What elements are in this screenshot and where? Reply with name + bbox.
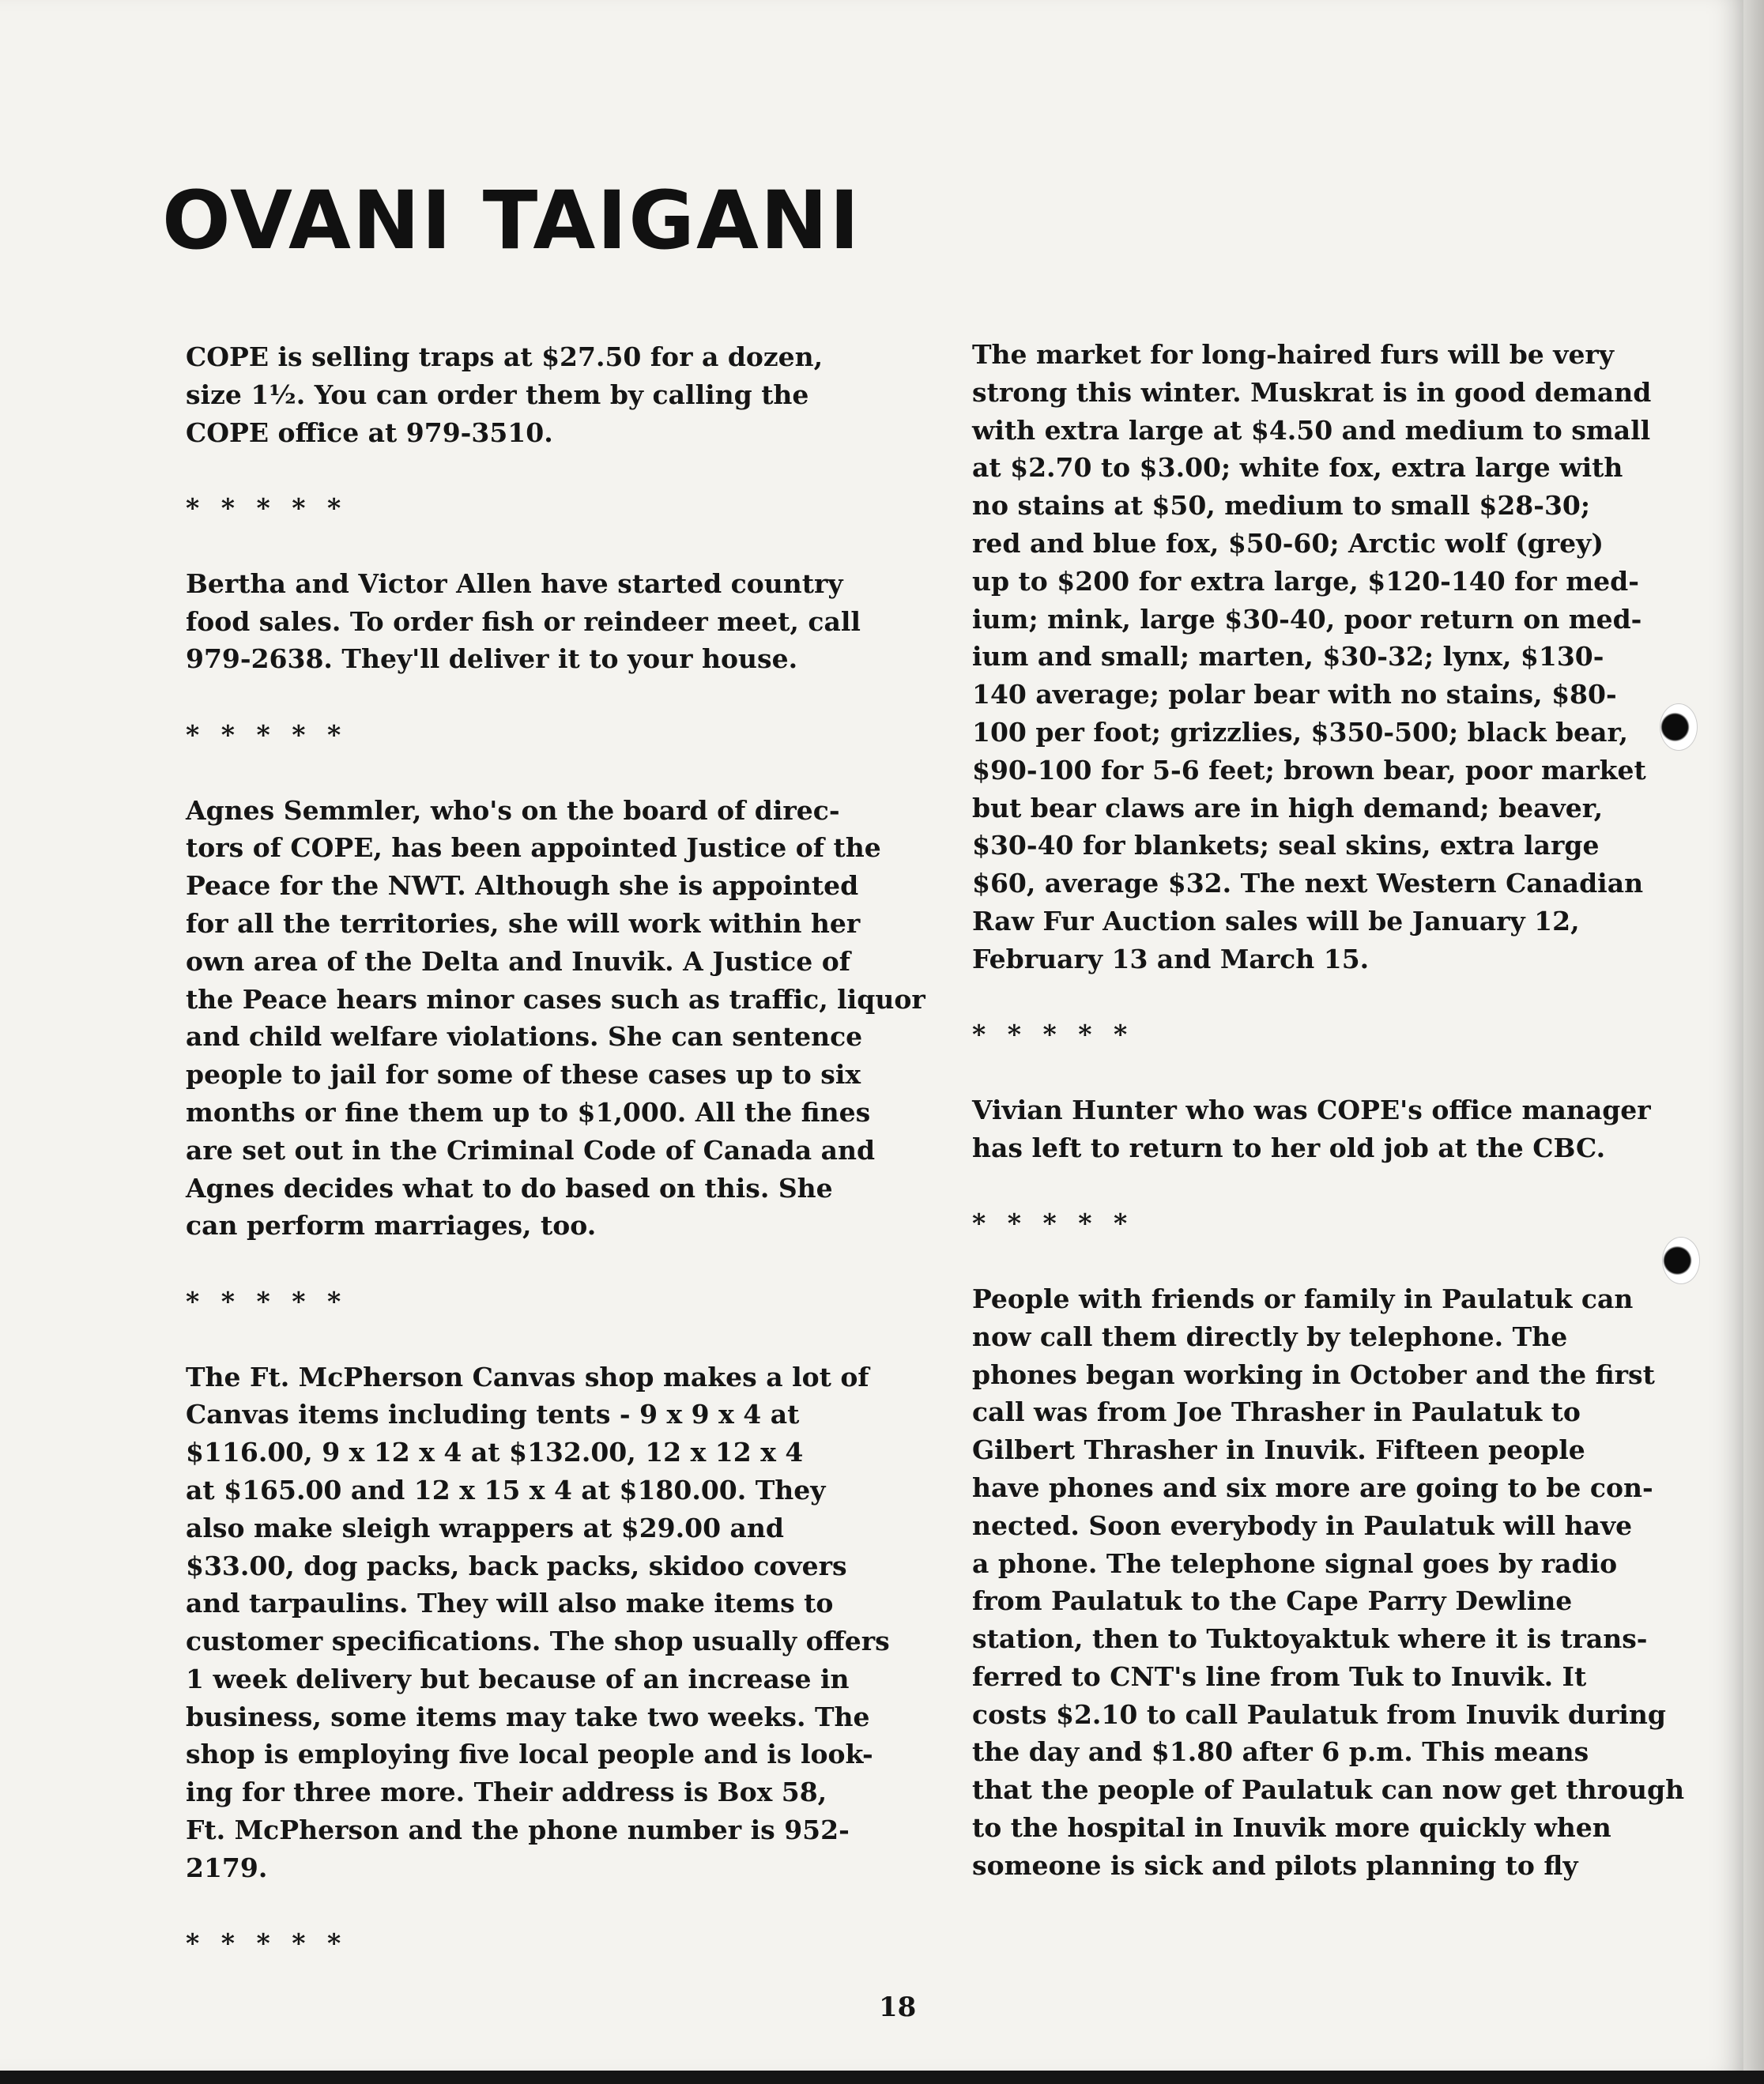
text-line: now call them directly by telephone. The xyxy=(972,1321,1568,1352)
text-line: 140 average; polar bear with no stains, $80- xyxy=(972,679,1617,710)
text-line: with extra large at $4.50 and medium to small xyxy=(972,414,1651,446)
text-line: the Peace hears minor cases such as traffic, liquor xyxy=(186,983,925,1015)
text-line: ferred to CNT's line from Tuk to Inuvik. It xyxy=(972,1660,1587,1692)
text-line: own area of the Delta and Inuvik. A Justice of xyxy=(186,945,850,977)
paragraph-gap xyxy=(186,1321,881,1359)
text-line: $116.00, 9 x 12 x 4 at $132.00, 12 x 12 x 4 xyxy=(186,1437,804,1468)
text-line: People with friends or family in Paulatuk can xyxy=(972,1283,1634,1314)
page-edge xyxy=(1743,0,1764,2084)
text-line: the day and $1.80 after 6 p.m. This means xyxy=(972,1736,1589,1768)
text-line: Raw Fur Auction sales will be January 12, xyxy=(972,905,1580,936)
paragraph-gap xyxy=(972,1242,1668,1280)
text-line: business, some items may take two weeks. The xyxy=(186,1701,870,1732)
text-line: from Paulatuk to the Cape Parry Dewline xyxy=(972,1585,1573,1617)
paragraph-gap xyxy=(186,527,881,565)
text-line: and child welfare violations. She can sentence xyxy=(186,1021,863,1053)
text-line: but bear claws are in high demand; beaver, xyxy=(972,792,1604,823)
text-line: The market for long-haired furs will be very xyxy=(972,339,1614,370)
paragraph-gap xyxy=(972,1167,1668,1205)
text-line: $33.00, dog packs, back packs, skidoo covers xyxy=(186,1550,847,1581)
text-line: tors of COPE, has been appointed Justice of the xyxy=(186,832,881,864)
text-line: $30-40 for blankets; seal skins, extra large xyxy=(972,830,1600,861)
text-line: has left to return to her old job at the CBC. xyxy=(972,1132,1606,1163)
page-title: OVANI TAIGANI xyxy=(162,174,861,268)
section-separator: * * * * * xyxy=(972,1208,1134,1239)
text-line: costs $2.10 to call Paulatuk from Inuvik during xyxy=(972,1698,1666,1730)
text-line: a phone. The telephone signal goes by radio xyxy=(972,1547,1618,1579)
paragraph-gap xyxy=(186,1245,881,1283)
news-item xyxy=(972,336,1668,978)
text-line: people to jail for some of these cases up to six xyxy=(186,1059,861,1091)
text-line: at $2.70 to $3.00; white fox, extra large with xyxy=(972,452,1623,484)
text-line: strong this winter. Muskrat is in good demand xyxy=(972,376,1652,408)
text-line: Vivian Hunter who was COPE's office manager xyxy=(972,1094,1651,1125)
text-line: phones began working in October and the first xyxy=(972,1359,1655,1390)
news-item xyxy=(186,338,881,451)
paragraph-gap xyxy=(186,754,881,792)
text-line: COPE office at 979-3510. xyxy=(186,416,553,448)
text-line: someone is sick and pilots planning to fly xyxy=(972,1849,1578,1881)
text-line: Canvas items including tents - 9 x 9 x 4 at xyxy=(186,1399,800,1430)
news-item xyxy=(186,792,925,1246)
text-line: Gilbert Thrasher in Inuvik. Fifteen people xyxy=(972,1434,1585,1466)
paragraph-gap xyxy=(186,1887,881,1925)
text-line: 1 week delivery but because of an increase in xyxy=(186,1663,850,1694)
text-line: 2179. xyxy=(186,1852,268,1883)
section-separator: * * * * * xyxy=(972,1019,1134,1050)
news-item xyxy=(972,1280,1685,1885)
text-line: station, then to Tuktoyaktuk where it is trans- xyxy=(972,1623,1648,1655)
text-line: no stains at $50, medium to small $28-30; xyxy=(972,490,1591,522)
text-line: at $165.00 and 12 x 15 x 4 at $180.00. They xyxy=(186,1474,826,1506)
text-line: that the people of Paulatuk can now get through xyxy=(972,1774,1685,1806)
text-line: call was from Joe Thrasher in Paulatuk to xyxy=(972,1396,1581,1428)
text-line: ium and small; marten, $30-32; lynx, $130- xyxy=(972,641,1604,673)
text-line: 979-2638. They'll deliver it to your house. xyxy=(186,643,798,675)
text-line: up to $200 for extra large, $120-140 for med- xyxy=(972,565,1639,597)
text-line: to the hospital in Inuvik more quickly when xyxy=(972,1812,1611,1844)
news-item xyxy=(186,565,881,678)
text-line: also make sleigh wrappers at $29.00 and xyxy=(186,1512,784,1543)
text-line: The Ft. McPherson Canvas shop makes a lot of xyxy=(186,1361,869,1392)
text-line: are set out in the Criminal Code of Canada and xyxy=(186,1134,876,1166)
section-separator: * * * * * xyxy=(186,1285,348,1317)
text-line: food sales. To order fish or reindeer meet, call xyxy=(186,605,861,637)
page-edge-bottom xyxy=(0,2071,1764,2084)
binder-hole-icon xyxy=(1662,1237,1700,1284)
text-line: shop is employing five local people and is look- xyxy=(186,1739,873,1770)
binder-hole-icon xyxy=(1660,703,1698,751)
section-separator: * * * * * xyxy=(186,718,348,750)
text-line: months or fine them up to $1,000. All the fines xyxy=(186,1096,871,1128)
text-line: Ft. McPherson and the phone number is 952- xyxy=(186,1815,850,1846)
text-line: Agnes Semmler, who's on the board of direc- xyxy=(186,794,840,826)
paragraph-gap xyxy=(186,678,881,716)
text-line: nected. Soon everybody in Paulatuk will have xyxy=(972,1509,1633,1541)
text-line: ing for three more. Their address is Box 58, xyxy=(186,1777,827,1808)
section-separator: * * * * * xyxy=(186,1928,348,1959)
right-column xyxy=(972,336,1685,1885)
text-line: Agnes decides what to do based on this. She xyxy=(186,1172,833,1204)
text-line: $60, average $32. The next Western Canadian xyxy=(972,868,1644,899)
text-line: February 13 and March 15. xyxy=(972,943,1370,974)
text-line: size 1½. You can order them by calling the xyxy=(186,379,809,410)
text-line: for all the territories, she will work within her xyxy=(186,907,861,939)
section-separator: * * * * * xyxy=(186,492,348,524)
paragraph-gap xyxy=(972,1053,1668,1091)
text-line: Peace for the NWT. Although she is appointed xyxy=(186,870,859,902)
news-item xyxy=(972,1091,1668,1167)
news-item xyxy=(186,1359,890,1887)
text-line: red and blue fox, $50-60; Arctic wolf (grey) xyxy=(972,527,1604,559)
text-line: Bertha and Victor Allen have started country xyxy=(186,567,843,599)
text-line: and tarpaulins. They will also make items to xyxy=(186,1588,834,1619)
text-line: COPE is selling traps at $27.50 for a dozen, xyxy=(186,341,824,372)
left-column xyxy=(186,338,925,1962)
text-line: 100 per foot; grizzlies, $350-500; black bear, xyxy=(972,716,1629,748)
text-line: have phones and six more are going to be con- xyxy=(972,1472,1653,1503)
text-line: can perform marriages, too. xyxy=(186,1210,597,1242)
text-line: customer specifications. The shop usually offers xyxy=(186,1626,890,1657)
text-line: $90-100 for 5-6 feet; brown bear, poor market xyxy=(972,754,1646,786)
page-number: 18 xyxy=(879,1992,917,2023)
paragraph-gap xyxy=(972,978,1668,1016)
paragraph-gap xyxy=(186,451,881,489)
text-line: ium; mink, large $30-40, poor return on med- xyxy=(972,603,1642,635)
